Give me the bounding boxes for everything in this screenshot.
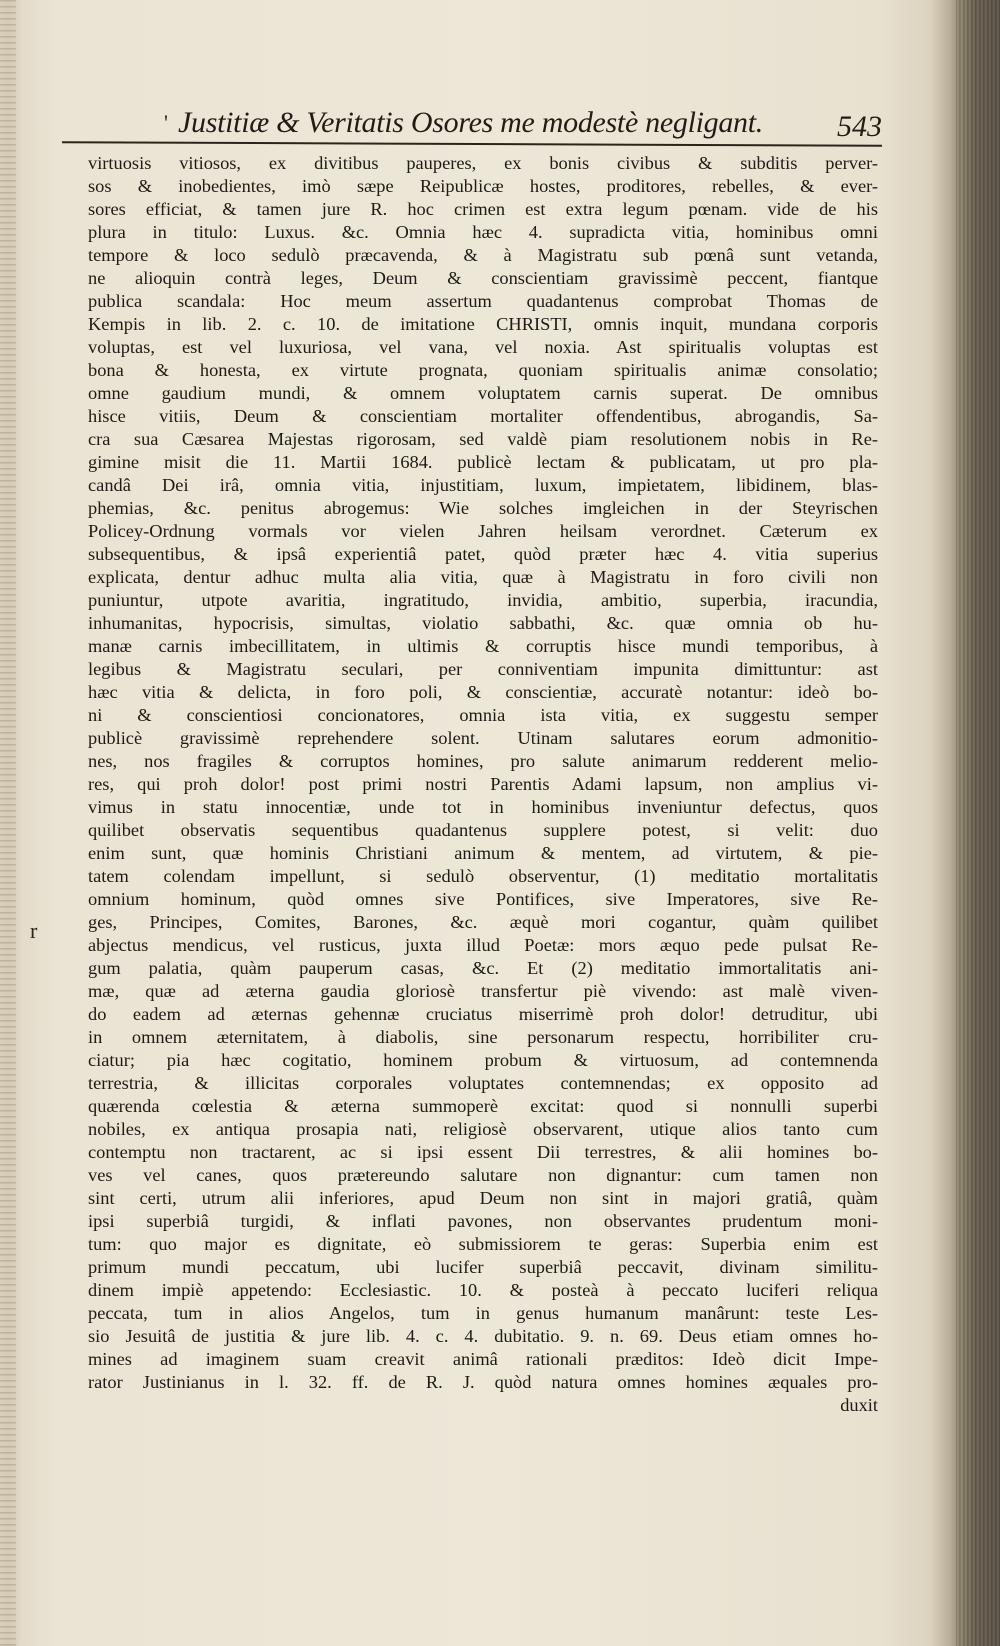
text-line: hæc vitia & delicta, in foro poli, & conscientiæ, accuratè notantur: ideò bo- <box>88 682 878 702</box>
text-line: ves vel canes, quos prætereundo salutare non dignantur: cum tamen non <box>88 1165 878 1185</box>
binding-gutter <box>0 0 16 1646</box>
text-line: Kempis in lib. 2. c. 10. de imitatione CHRISTI, omnis inquit, mundana corporis <box>88 314 878 334</box>
text-line: manæ carnis imbecillitatem, in ultimis & corruptis hisce mundi temporibus, à <box>88 636 878 656</box>
text-line: tatem colendam impellunt, si sedulò observentur, (1) meditatio mortalitatis <box>88 866 878 886</box>
text-line: voluptas, est vel luxuriosa, vel vana, vel noxia. Ast spiritualis voluptas est <box>88 337 878 357</box>
text-line: candâ Dei irâ, omnia vitia, injustitiam, luxum, impietatem, libidinem, blas- <box>88 475 878 495</box>
text-line: vimus in statu innocentiæ, unde tot in hominibus inveniuntur defectus, quos <box>88 797 878 817</box>
text-line: terrestria, & illicitas corporales voluptates contemnendas; ex opposito ad <box>88 1073 878 1093</box>
text-line: explicata, dentur adhuc multa alia vitia, quæ à Magistratu in foro civili non <box>88 567 878 587</box>
text-line: sos & inobedientes, imò sæpe Reipublicæ hostes, proditores, rebelles, & ever- <box>88 176 878 196</box>
text-line: in omnem æternitatem, à diabolis, sine personarum respectu, horribiliter cru- <box>88 1027 878 1047</box>
text-line: rator Justinianus in l. 32. ff. de R. J. quòd natura omnes homines æquales pro- <box>88 1372 878 1392</box>
text-line: phemias, &c. penitus abrogemus: Wie solches imgleichen in der Steyrischen <box>88 498 878 518</box>
text-line: nes, nos fragiles & corruptos homines, pro salute animarum redderent melio- <box>88 751 878 771</box>
text-line: quærenda cœlestia & æterna summoperè excitat: quod si nonnulli superbi <box>88 1096 878 1116</box>
text-line: contemptu non tractarent, ac si ipsi essent Dii terrestres, & alii homines bo- <box>88 1142 878 1162</box>
text-line: primum mundi peccatum, ubi lucifer superbiâ peccavit, divinam similitu- <box>88 1257 878 1277</box>
text-line: gimine misit die 11. Martii 1684. publicè lectam & publicatam, ut pro pla- <box>88 452 878 472</box>
text-line: Policey-Ordnung vormals vor vielen Jahren heilsam verordnet. Cæterum ex <box>88 521 878 541</box>
text-line: gum palatia, quàm pauperum casas, &c. Et (2) meditatio immortalitatis ani- <box>88 958 878 978</box>
text-line: do eadem ad æternas gehennæ cruciatus miserrimè proh dolor! detruditur, ubi <box>88 1004 878 1024</box>
header-mark: ' <box>164 110 168 135</box>
text-line: publicè gravissimè reprehendere solent. Utinam salutares eorum admonitio- <box>88 728 878 748</box>
text-line: subsequentibus, & ipsâ experientiâ patet, quòd præter hæc 4. vitia superius <box>88 544 878 564</box>
text-line: omne gaudium mundi, & omnem voluptatem carnis superat. De omnibus <box>88 383 878 403</box>
text-line: res, qui proh dolor! post primi nostri Parentis Adami lapsum, non amplius vi- <box>88 774 878 794</box>
text-line: quilibet observatis sequentibus quadantenus supplere potest, si velit: duo <box>88 820 878 840</box>
text-line: inhumanitas, hypocrisis, simultas, violatio sabbathi, &c. quæ omnia ob hu- <box>88 613 878 633</box>
text-line: virtuosis vitiosos, ex divitibus pauperes, ex bonis civibus & subditis perver- <box>88 153 878 173</box>
text-line: omnium hominum, quòd omnes sive Pontifices, sive Imperatores, sive Re- <box>88 889 878 909</box>
text-line: mines ad imaginem suam creavit animâ rationali præditos: Ideò dicit Impe- <box>88 1349 878 1369</box>
text-line: ciatur; pia hæc cogitatio, hominem probum & virtuosum, ad contemnenda <box>88 1050 878 1070</box>
text-line: cra sua Cæsarea Majestas rigorosam, sed valdè piam resolutionem nobis in Re- <box>88 429 878 449</box>
text-line: plura in titulo: Luxus. &c. Omnia hæc 4. supradicta vitia, hominibus omni <box>88 222 878 242</box>
text-line: sio Jesuitâ de justitia & jure lib. 4. c. 4. dubitatio. 9. n. 69. Deus etiam omnes ho- <box>88 1326 878 1346</box>
text-line: duxit <box>840 1395 878 1415</box>
text-line: legibus & Magistratu seculari, per conniventiam impunita dimittuntur: ast <box>88 659 878 679</box>
page-number: 543 <box>837 110 882 143</box>
text-line: hisce vitiis, Deum & conscientiam mortaliter offendentibus, abrogandis, Sa- <box>88 406 878 426</box>
text-line: publica scandala: Hoc meum assertum quadantenus comprobat Thomas de <box>88 291 878 311</box>
text-line: sores efficiat, & tamen jure R. hoc crimen est extra legum pœnam. vide de his <box>88 199 878 219</box>
text-line: ni & conscientiosi concionatores, omnia ista vitia, ex suggestu semper <box>88 705 878 725</box>
text-line: dinem impiè appetendo: Ecclesiastic. 10. & posteà à peccato luciferi reliqua <box>88 1280 878 1300</box>
text-line: mæ, quæ ad æterna gaudia gloriosè transfertur piè vivendo: ast malè viven- <box>88 981 878 1001</box>
text-line: enim sunt, quæ hominis Christiani animum & mentem, ad virtutem, & pie- <box>88 843 878 863</box>
text-line: tum: quo major es dignitate, eò submissiorem te geras: Superbia enim est <box>88 1234 878 1254</box>
text-line: peccata, tum in alios Angelos, tum in genus humanum manârunt: teste Les- <box>88 1303 878 1323</box>
text-line: abjectus mendicus, vel rusticus, juxta illud Poetæ: mors æquo pede pulsat Re- <box>88 935 878 955</box>
page-edge <box>956 0 1000 1646</box>
text-line: tempore & loco sedulò præcavenda, & à Magistratu sub pœnâ sunt vetanda, <box>88 245 878 265</box>
margin-note: r <box>30 918 38 943</box>
text-line: ne alioquin contrà leges, Deum & conscientiam gravissimè peccent, fiantque <box>88 268 878 288</box>
text-line: nobiles, ex antiqua prosapia nati, religiosè observarent, utique alios tanto cum <box>88 1119 878 1139</box>
text-line: sint certi, utrum alii inferiores, apud Deum non sint in majori gratiâ, quàm <box>88 1188 878 1208</box>
body-text <box>88 152 878 1417</box>
text-line: bona & honesta, ex virtute prognata, quoniam spiritualis animæ consolatio; <box>88 360 878 380</box>
text-line: ges, Principes, Comites, Barones, &c. æquè mori cogantur, quàm quilibet <box>88 912 878 932</box>
text-line: ipsi superbiâ turgidi, & inflati pavones, non observantes prudentum moni- <box>88 1211 878 1231</box>
running-title: Justitiæ & Veritatis Osores me modestè negligant. <box>178 106 763 139</box>
text-line: puniuntur, utpote avaritia, ingratitudo, invidia, ambitio, superbia, iracundia, <box>88 590 878 610</box>
